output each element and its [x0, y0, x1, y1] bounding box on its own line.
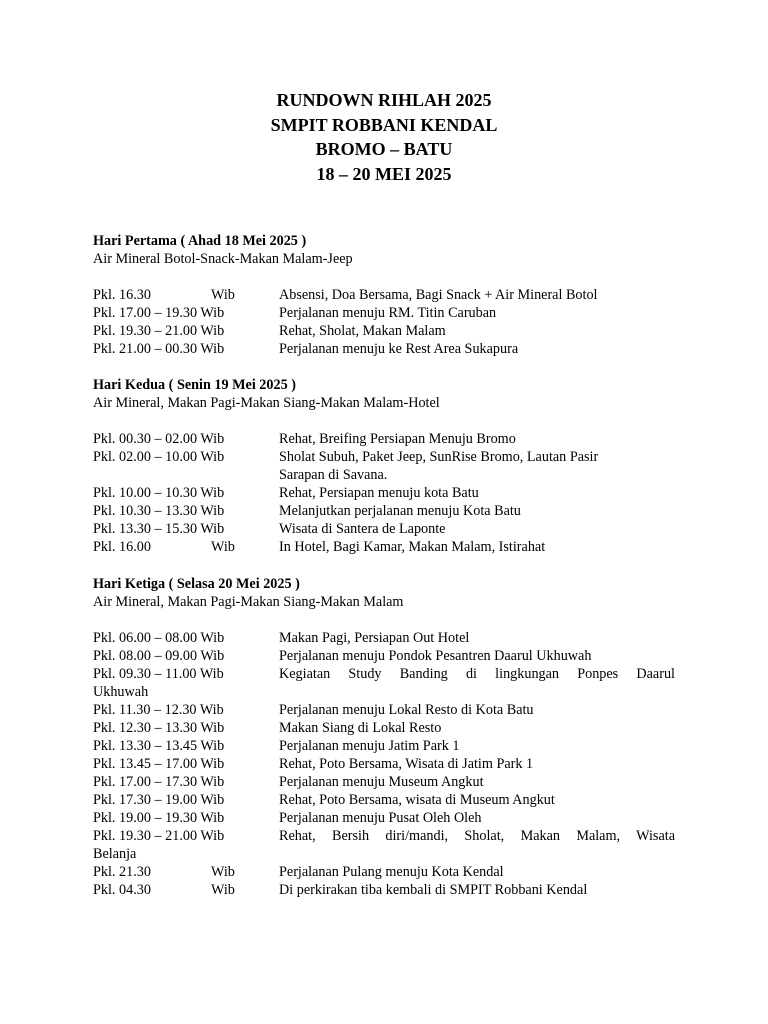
- schedule-time: Pkl. 13.45 – 17.00 Wib: [93, 756, 225, 772]
- schedule-row: [93, 737, 675, 755]
- schedule-activity: Perjalanan Pulang menuju Kota Kendal: [279, 864, 504, 880]
- schedule-activity: Absensi, Doa Bersama, Bagi Snack + Air Mineral Botol: [279, 287, 598, 303]
- schedule-row: [93, 647, 675, 665]
- schedule-row: [93, 340, 675, 358]
- schedule-row: [93, 286, 675, 304]
- schedule-time: Pkl. 21.00 – 00.30 Wib: [93, 341, 225, 357]
- schedule-time: Pkl. 21.30: [93, 864, 151, 880]
- schedule-activity: In Hotel, Bagi Kamar, Makan Malam, Istirahat: [279, 539, 546, 555]
- schedule-activity: Perjalanan menuju Pondok Pesantren Daarul Ukhuwah: [279, 648, 592, 664]
- schedule-row: [93, 773, 675, 791]
- schedule-activity-line-1: Sholat Subuh, Paket Jeep, SunRise Bromo, Lautan Pasir: [279, 449, 599, 465]
- day-2-subtitle: Air Mineral, Makan Pagi-Makan Siang-Makan Malam-Hotel: [93, 395, 440, 411]
- schedule-time: Pkl. 04.30: [93, 882, 151, 898]
- schedule-row: [93, 520, 675, 538]
- schedule-time: Pkl. 09.30 – 11.00 Wib: [93, 666, 224, 682]
- schedule-time: Pkl. 16.30: [93, 287, 151, 303]
- schedule-time: Pkl. 11.30 – 12.30 Wib: [93, 702, 224, 718]
- schedule-time: Pkl. 19.30 – 21.00 Wib: [93, 323, 225, 339]
- schedule-row: [93, 827, 675, 863]
- schedule-wib: Wib: [211, 287, 235, 303]
- spacer: [93, 412, 675, 430]
- title-line-2: SMPIT ROBBANI KENDAL: [270, 114, 498, 135]
- schedule-row: [93, 629, 675, 647]
- schedule-activity: Rehat, Poto Bersama, Wisata di Jatim Park 1: [279, 756, 534, 772]
- schedule-activity: Perjalanan menuju Jatim Park 1: [279, 738, 460, 754]
- schedule-row: [93, 719, 675, 737]
- schedule-activity: Perjalanan menuju RM. Titin Caruban: [279, 305, 497, 321]
- schedule-row: [93, 863, 675, 881]
- spacer: [93, 611, 675, 629]
- schedule-activity: Makan Pagi, Persiapan Out Hotel: [279, 630, 470, 646]
- schedule-row: [93, 701, 675, 719]
- schedule-activity: Rehat, Bersih diri/mandi, Sholat, Makan Malam, Wisata: [279, 828, 675, 844]
- schedule-row: [93, 448, 675, 484]
- schedule-row: [93, 304, 675, 322]
- schedule-time: Pkl. 06.00 – 08.00 Wib: [93, 630, 225, 646]
- schedule-time: Pkl. 08.00 – 09.00 Wib: [93, 648, 225, 664]
- schedule-row: [93, 755, 675, 773]
- day-3-section: [93, 575, 675, 899]
- schedule-activity: Rehat, Poto Bersama, wisata di Museum Angkut: [279, 792, 555, 808]
- schedule-row: [93, 502, 675, 520]
- schedule-activity: Rehat, Sholat, Makan Malam: [279, 323, 446, 339]
- day-3-heading: Hari Ketiga ( Selasa 20 Mei 2025 ): [93, 576, 300, 592]
- schedule-activity-line-2: Sarapan di Savana.: [279, 467, 388, 483]
- schedule-activity: Melanjutkan perjalanan menuju Kota Batu: [279, 503, 521, 519]
- document-title: [0, 88, 768, 186]
- day-1-section: [93, 232, 675, 358]
- schedule-activity: Rehat, Breifing Persiapan Menuju Bromo: [279, 431, 516, 447]
- schedule-time: Pkl. 17.00 – 19.30 Wib: [93, 305, 225, 321]
- schedule-row: [93, 322, 675, 340]
- schedule-time: Pkl. 10.00 – 10.30 Wib: [93, 485, 225, 501]
- schedule-time: Pkl. 19.00 – 19.30 Wib: [93, 810, 225, 826]
- schedule-activity: Makan Siang di Lokal Resto: [279, 720, 442, 736]
- schedule-activity: Perjalanan menuju ke Rest Area Sukapura: [279, 341, 519, 357]
- title-line-3: BROMO – BATU: [315, 139, 453, 159]
- schedule-time: Pkl. 12.30 – 13.30 Wib: [93, 720, 225, 736]
- title-line-1: RUNDOWN RIHLAH 2025: [276, 90, 492, 110]
- schedule-wib: Wib: [211, 539, 235, 555]
- schedule-row: [93, 791, 675, 809]
- schedule-row: [93, 484, 675, 502]
- schedule-row: [93, 430, 675, 448]
- schedule-time: Pkl. 02.00 – 10.00 Wib: [93, 449, 225, 465]
- schedule-time: Pkl. 13.30 – 13.45 Wib: [93, 738, 225, 754]
- schedule-activity-overflow: Belanja: [93, 846, 137, 862]
- title-line-4: 18 – 20 MEI 2025: [316, 163, 452, 184]
- day-1-heading: Hari Pertama ( Ahad 18 Mei 2025 ): [93, 233, 307, 249]
- schedule-activity: Perjalanan menuju Pusat Oleh Oleh: [279, 810, 482, 826]
- schedule-activity: Rehat, Persiapan menuju kota Batu: [279, 485, 479, 501]
- schedule-row: [93, 665, 675, 701]
- schedule-wib: Wib: [211, 864, 235, 880]
- day-2-heading: Hari Kedua ( Senin 19 Mei 2025 ): [93, 377, 296, 393]
- schedule-activity: Perjalanan menuju Museum Angkut: [279, 774, 484, 790]
- schedule-wib: Wib: [211, 882, 235, 898]
- schedule-activity: Di perkirakan tiba kembali di SMPIT Robbani Kendal: [279, 882, 588, 898]
- schedule-time: Pkl. 17.00 – 17.30 Wib: [93, 774, 225, 790]
- schedule-activity: Wisata di Santera de Laponte: [279, 521, 446, 537]
- schedule-time: Pkl. 17.30 – 19.00 Wib: [93, 792, 225, 808]
- schedule-row: [93, 538, 675, 556]
- schedule-activity-multiline: [279, 448, 675, 484]
- schedule-row: [93, 881, 675, 899]
- day-3-subtitle: Air Mineral, Makan Pagi-Makan Siang-Makan Malam: [93, 594, 404, 610]
- schedule-activity: Kegiatan Study Banding di lingkungan Ponpes Daarul: [279, 666, 675, 682]
- spacer: [93, 268, 675, 286]
- schedule-activity-overflow: Ukhuwah: [93, 684, 149, 700]
- schedule-activity: Perjalanan menuju Lokal Resto di Kota Batu: [279, 702, 534, 718]
- schedule-time: Pkl. 10.30 – 13.30 Wib: [93, 503, 225, 519]
- schedule-time: Pkl. 13.30 – 15.30 Wib: [93, 521, 225, 537]
- schedule-time: Pkl. 16.00: [93, 539, 151, 555]
- schedule-time: Pkl. 00.30 – 02.00 Wib: [93, 431, 225, 447]
- schedule-time: Pkl. 19.30 – 21.00 Wib: [93, 828, 225, 844]
- schedule-row: [93, 809, 675, 827]
- day-2-section: [93, 376, 675, 556]
- day-1-subtitle: Air Mineral Botol-Snack-Makan Malam-Jeep: [93, 251, 353, 267]
